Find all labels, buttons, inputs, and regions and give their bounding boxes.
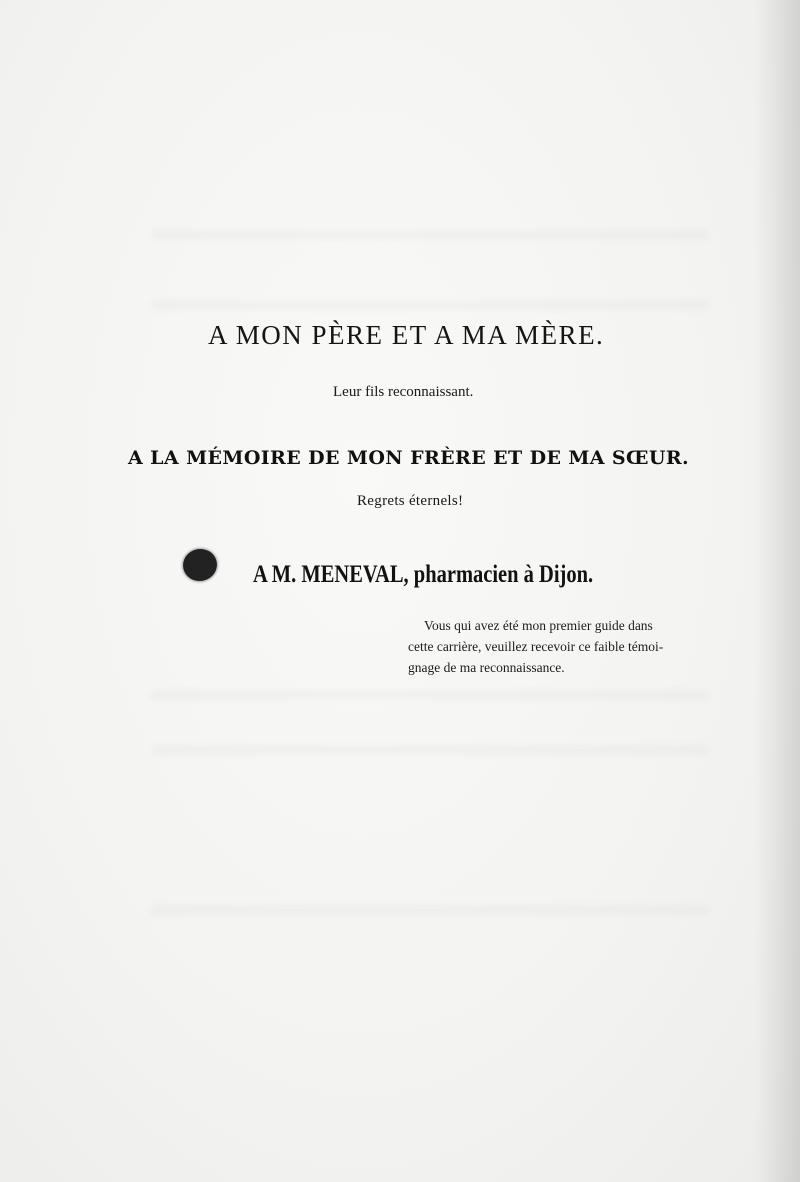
paragraph-line: gnage de ma reconnaissance.: [408, 660, 565, 675]
dedication-meneval-paragraph: [408, 615, 730, 678]
dedication-siblings-heading: A LA MÉMOIRE DE MON FRÈRE ET DE MA SŒUR.: [128, 447, 690, 469]
dedication-parents-heading: A MON PÈRE ET A MA MÈRE.: [208, 320, 605, 350]
binding-gutter-shadow: [754, 0, 800, 1182]
bleed-through-line: [150, 690, 710, 700]
dedication-meneval-heading: A M. MENEVAL, pharmacien à Dijon.: [253, 561, 594, 588]
dedication-siblings-subtitle: Regrets éternels!: [357, 493, 464, 509]
bleed-through-line: [150, 300, 710, 310]
bleed-through-line: [150, 905, 710, 915]
ink-blot: [180, 546, 220, 584]
paragraph-line: cette carrière, veuillez recevoir ce faible témoi-: [408, 639, 664, 654]
bleed-through-line: [150, 745, 710, 755]
dedication-parents-subtitle: Leur fils reconnaissant.: [333, 384, 474, 400]
bleed-through-line: [150, 230, 710, 240]
paragraph-line: Vous qui avez été mon premier guide dans: [424, 618, 653, 633]
